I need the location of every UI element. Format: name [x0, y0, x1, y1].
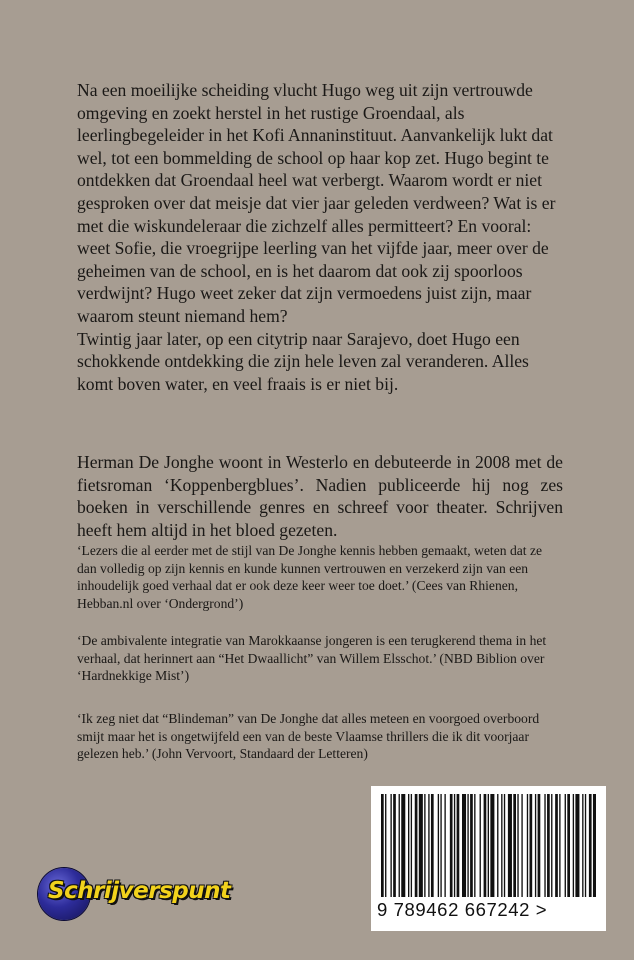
barcode-bar — [565, 794, 566, 897]
barcode-bar — [424, 794, 425, 897]
barcode-bar — [408, 794, 409, 897]
barcode-bar — [501, 794, 502, 897]
barcode-bar — [535, 794, 536, 897]
review-quote-2: ‘De ambivalente integratie van Marokkaanse jongeren is een terugkerend thema in het verhaal, dat herinnert aan “Het Dwaallicht” van Willem Elsschot.’ (NBD Biblion over ‘Hardnekkige Mist’) — [77, 633, 547, 683]
barcode-bar — [415, 794, 418, 897]
blurb-paragraph-1: Na een moeilijke scheiding vlucht Hugo weg uit zijn vertrouwde omgeving en zoekt herstel in het rustige Groendaal, als leerlingbegeleider in het Kofi Annaninstituut. Aanvankelijk lukt dat wel, tot een bommelding de school op haar kop zet. Hugo begint te ontdekken dat Groendaal heel wat verbergt. Waarom wordt er niet gesproken over dat meisje dat vier jaar geleden verdween? Wat is er met die wiskundeleraar die zichzelf alles permitteert? En vooral: weet Sofie, die vroegrijpe leerling van het vijfde jaar, meer over de geheimen van de school, en is het daarom dat ook zij spoorloos verdwijnt? Hugo weet zeker dat zijn vermoedens juist zijn, maar waarom steunt niemand hem? — [77, 80, 556, 326]
barcode-bars — [381, 794, 596, 897]
barcode-bar — [555, 794, 558, 897]
barcode-bar — [470, 794, 473, 897]
barcode-bar — [399, 794, 400, 897]
book-blurb — [77, 79, 563, 395]
barcode-bar — [559, 794, 560, 897]
barcode-bar — [538, 794, 541, 897]
barcode-bar — [573, 794, 574, 897]
barcode-bar — [454, 794, 455, 897]
barcode-bar — [551, 794, 552, 897]
barcode-bar — [457, 794, 460, 897]
barcode-bar — [593, 794, 596, 897]
barcode-bar — [547, 794, 550, 897]
barcode-bar — [575, 794, 579, 897]
barcode-bar — [444, 794, 445, 897]
barcode-bar — [385, 794, 386, 897]
barcode-bar — [440, 794, 441, 897]
barcode-bar — [585, 794, 586, 897]
barcode-bar — [419, 794, 423, 897]
review-quote-1: ‘Lezers die al eerder met de stijl van De Jonghe kennis hebben gemaakt, weten dat ze dan volledig op zijn kennis en kunde kunnen vertrouwen en verzekerd zijn van een inhoudelijk goed verhaal dat er ook deze keer weer toe doet.’ (Cees van Rhienen, Hebban.nl over ‘Ondergrond’) — [77, 543, 543, 611]
isbn-number: 9 789462 667242 > — [377, 899, 548, 920]
barcode-bar — [544, 794, 545, 897]
barcode-bar — [381, 794, 384, 897]
barcode-bar — [390, 794, 391, 897]
blurb-paragraph-2: Twintig jaar later, op een citytrip naar Sarajevo, doet Hugo een schokkende ontdekking die zijn hele leven zal veranderen. Alles komt boven water, en veel fraais is er niet bij. — [77, 328, 529, 394]
barcode-bar — [513, 794, 516, 897]
barcode-bar — [508, 794, 512, 897]
barcode-bar — [480, 794, 481, 897]
isbn-barcode — [371, 786, 606, 931]
barcode-bar — [517, 794, 518, 897]
publisher-logo — [30, 864, 255, 926]
barcode-bar — [527, 794, 528, 897]
barcode-bar — [589, 794, 592, 897]
barcode-bar — [582, 794, 583, 897]
barcode-bar — [401, 794, 405, 897]
barcode-bar — [438, 794, 439, 897]
barcode-bar — [431, 794, 434, 897]
barcode-bar — [474, 794, 475, 897]
barcode-bar — [411, 794, 412, 897]
barcode-bar — [490, 794, 494, 897]
review-quote-3: ‘Ik zeg niet dat “Blindeman” van De Jonghe dat alles meteen en voorgoed overboord smijt maar het is ongetwijfeld een van de beste Vlaamse thrillers die ik dit voorjaar gelezen heb.’ (John Vervoort, Standaard der Letteren) — [77, 711, 540, 761]
barcode-bar — [497, 794, 498, 897]
barcode-bar — [521, 794, 522, 897]
barcode-bar — [467, 794, 468, 897]
publisher-logo-text: Schrijverspunt — [48, 878, 231, 904]
barcode-bar — [488, 794, 489, 897]
barcode-bar — [504, 794, 505, 897]
author-bio: Herman De Jonghe woont in Westerlo en debuteerde in 2008 met de fietsroman ‘Koppenbergblues’. Nadien publiceerde hij nog zes boeken in verschillende genres en schreef voor theater. Schrijven heeft hem altijd in het bloed gezeten. — [77, 452, 563, 540]
barcode-bar — [393, 794, 396, 897]
barcode-bar — [484, 794, 487, 897]
barcode-bar — [450, 794, 453, 897]
barcode-bar — [567, 794, 570, 897]
barcode-bar — [530, 794, 533, 897]
barcode-bar — [462, 794, 466, 897]
barcode-bar — [428, 794, 429, 897]
